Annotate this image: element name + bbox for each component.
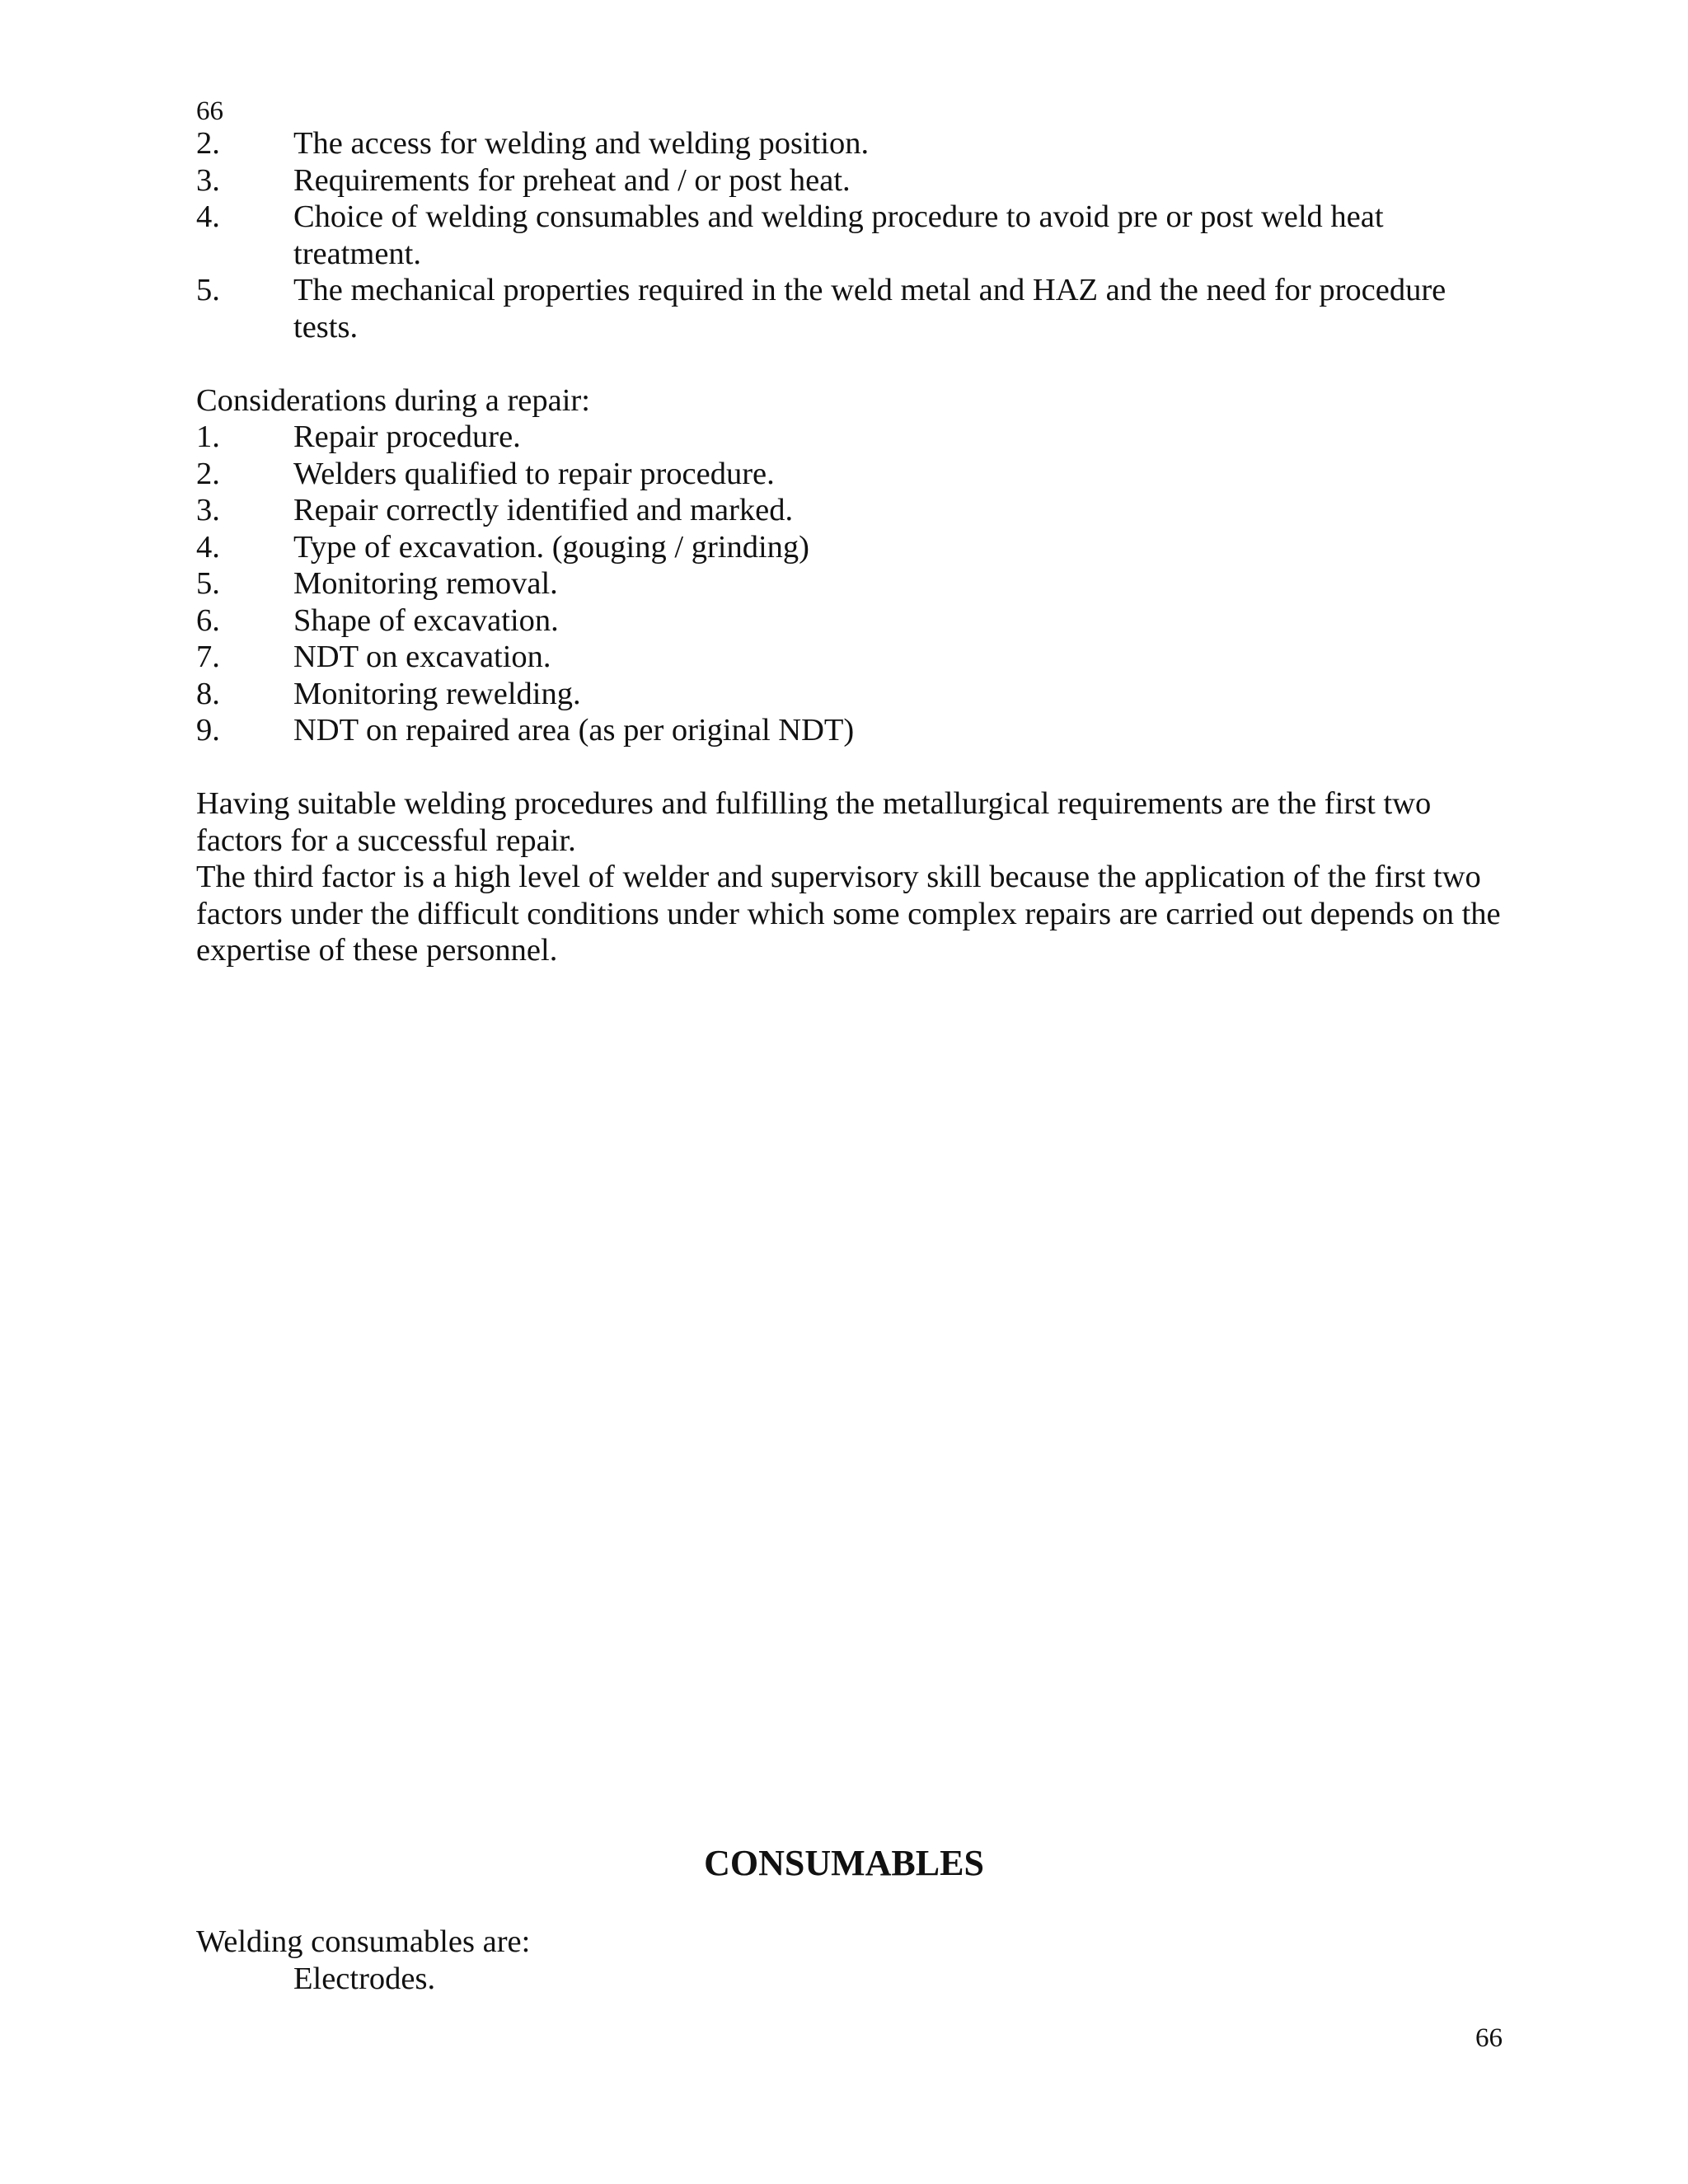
list-item-number: 3. <box>196 162 220 198</box>
list-item-number: 2. <box>196 126 220 161</box>
list-item-number: 1. <box>196 419 220 454</box>
list-item-text: The access for welding and welding position. <box>293 126 870 161</box>
list-item <box>196 602 1515 640</box>
list-item-number: 7. <box>196 640 220 674</box>
list-item <box>196 676 1515 713</box>
list-item <box>196 529 1515 566</box>
header-page-number: 66 <box>196 96 223 126</box>
list-item-number: 5. <box>196 273 220 307</box>
repair-considerations-list <box>196 419 1515 749</box>
footer-page-number: 66 <box>1475 2023 1503 2053</box>
list-item-number: 2. <box>196 456 220 491</box>
list-item-number: 4. <box>196 199 220 234</box>
list-item <box>196 125 1515 162</box>
list-item-text: Requirements for preheat and / or post heat. <box>293 162 851 198</box>
list-item <box>196 565 1515 602</box>
list-item-number: 5. <box>196 566 220 601</box>
list-item-number: 3. <box>196 493 220 527</box>
list-item-number: 8. <box>196 676 220 711</box>
list-item <box>196 456 1515 493</box>
consumables-item: Electrodes. <box>293 1961 436 1996</box>
welding-considerations-list <box>196 125 1515 345</box>
list-item-number: 4. <box>196 529 220 565</box>
list-item-text: Choice of welding consumables and welding procedure to avoid pre or post weld heat treatment. <box>293 199 1384 271</box>
list-item-text: Shape of excavation. <box>293 602 559 638</box>
list-item <box>196 639 1515 676</box>
consumables-intro: Welding consumables are: <box>196 1924 531 1959</box>
list-item <box>196 272 1515 345</box>
list-item-text: Welders qualified to repair procedure. <box>293 456 775 491</box>
list-item <box>196 492 1515 529</box>
paragraph: Having suitable welding procedures and fulfilling the metallurgical requirements are the first two factors for a successful repair. <box>196 786 1432 858</box>
consumables-block <box>196 1924 530 1997</box>
list-item <box>196 419 1515 456</box>
list-item-text: NDT on excavation. <box>293 640 551 674</box>
list-item <box>196 162 1515 199</box>
list-item <box>196 712 1515 749</box>
section-title: CONSUMABLES <box>704 1843 984 1883</box>
paragraph: The third factor is a high level of welder and supervisory skill because the application of the first two factors under the difficult conditions under which some complex repairs are carried out depends on the expertise of these personnel. <box>196 860 1501 968</box>
list-item-text: Monitoring rewelding. <box>293 676 581 711</box>
list-item-text: The mechanical properties required in the weld metal and HAZ and the need for procedure tests. <box>293 273 1447 344</box>
list-item-text: Repair correctly identified and marked. <box>293 493 794 527</box>
list-item-text: Repair procedure. <box>293 419 521 454</box>
list-item <box>196 199 1515 272</box>
document-body <box>196 125 1515 969</box>
list-item-text: Type of excavation. (gouging / grinding) <box>293 529 809 565</box>
list-item-number: 9. <box>196 713 220 748</box>
list-item-text: Monitoring removal. <box>293 566 558 601</box>
repair-heading: Considerations during a repair: <box>196 382 590 418</box>
list-item-number: 6. <box>196 602 220 638</box>
list-item-text: NDT on repaired area (as per original NDT) <box>293 713 855 748</box>
spacer <box>196 749 1515 786</box>
spacer <box>196 345 1515 382</box>
